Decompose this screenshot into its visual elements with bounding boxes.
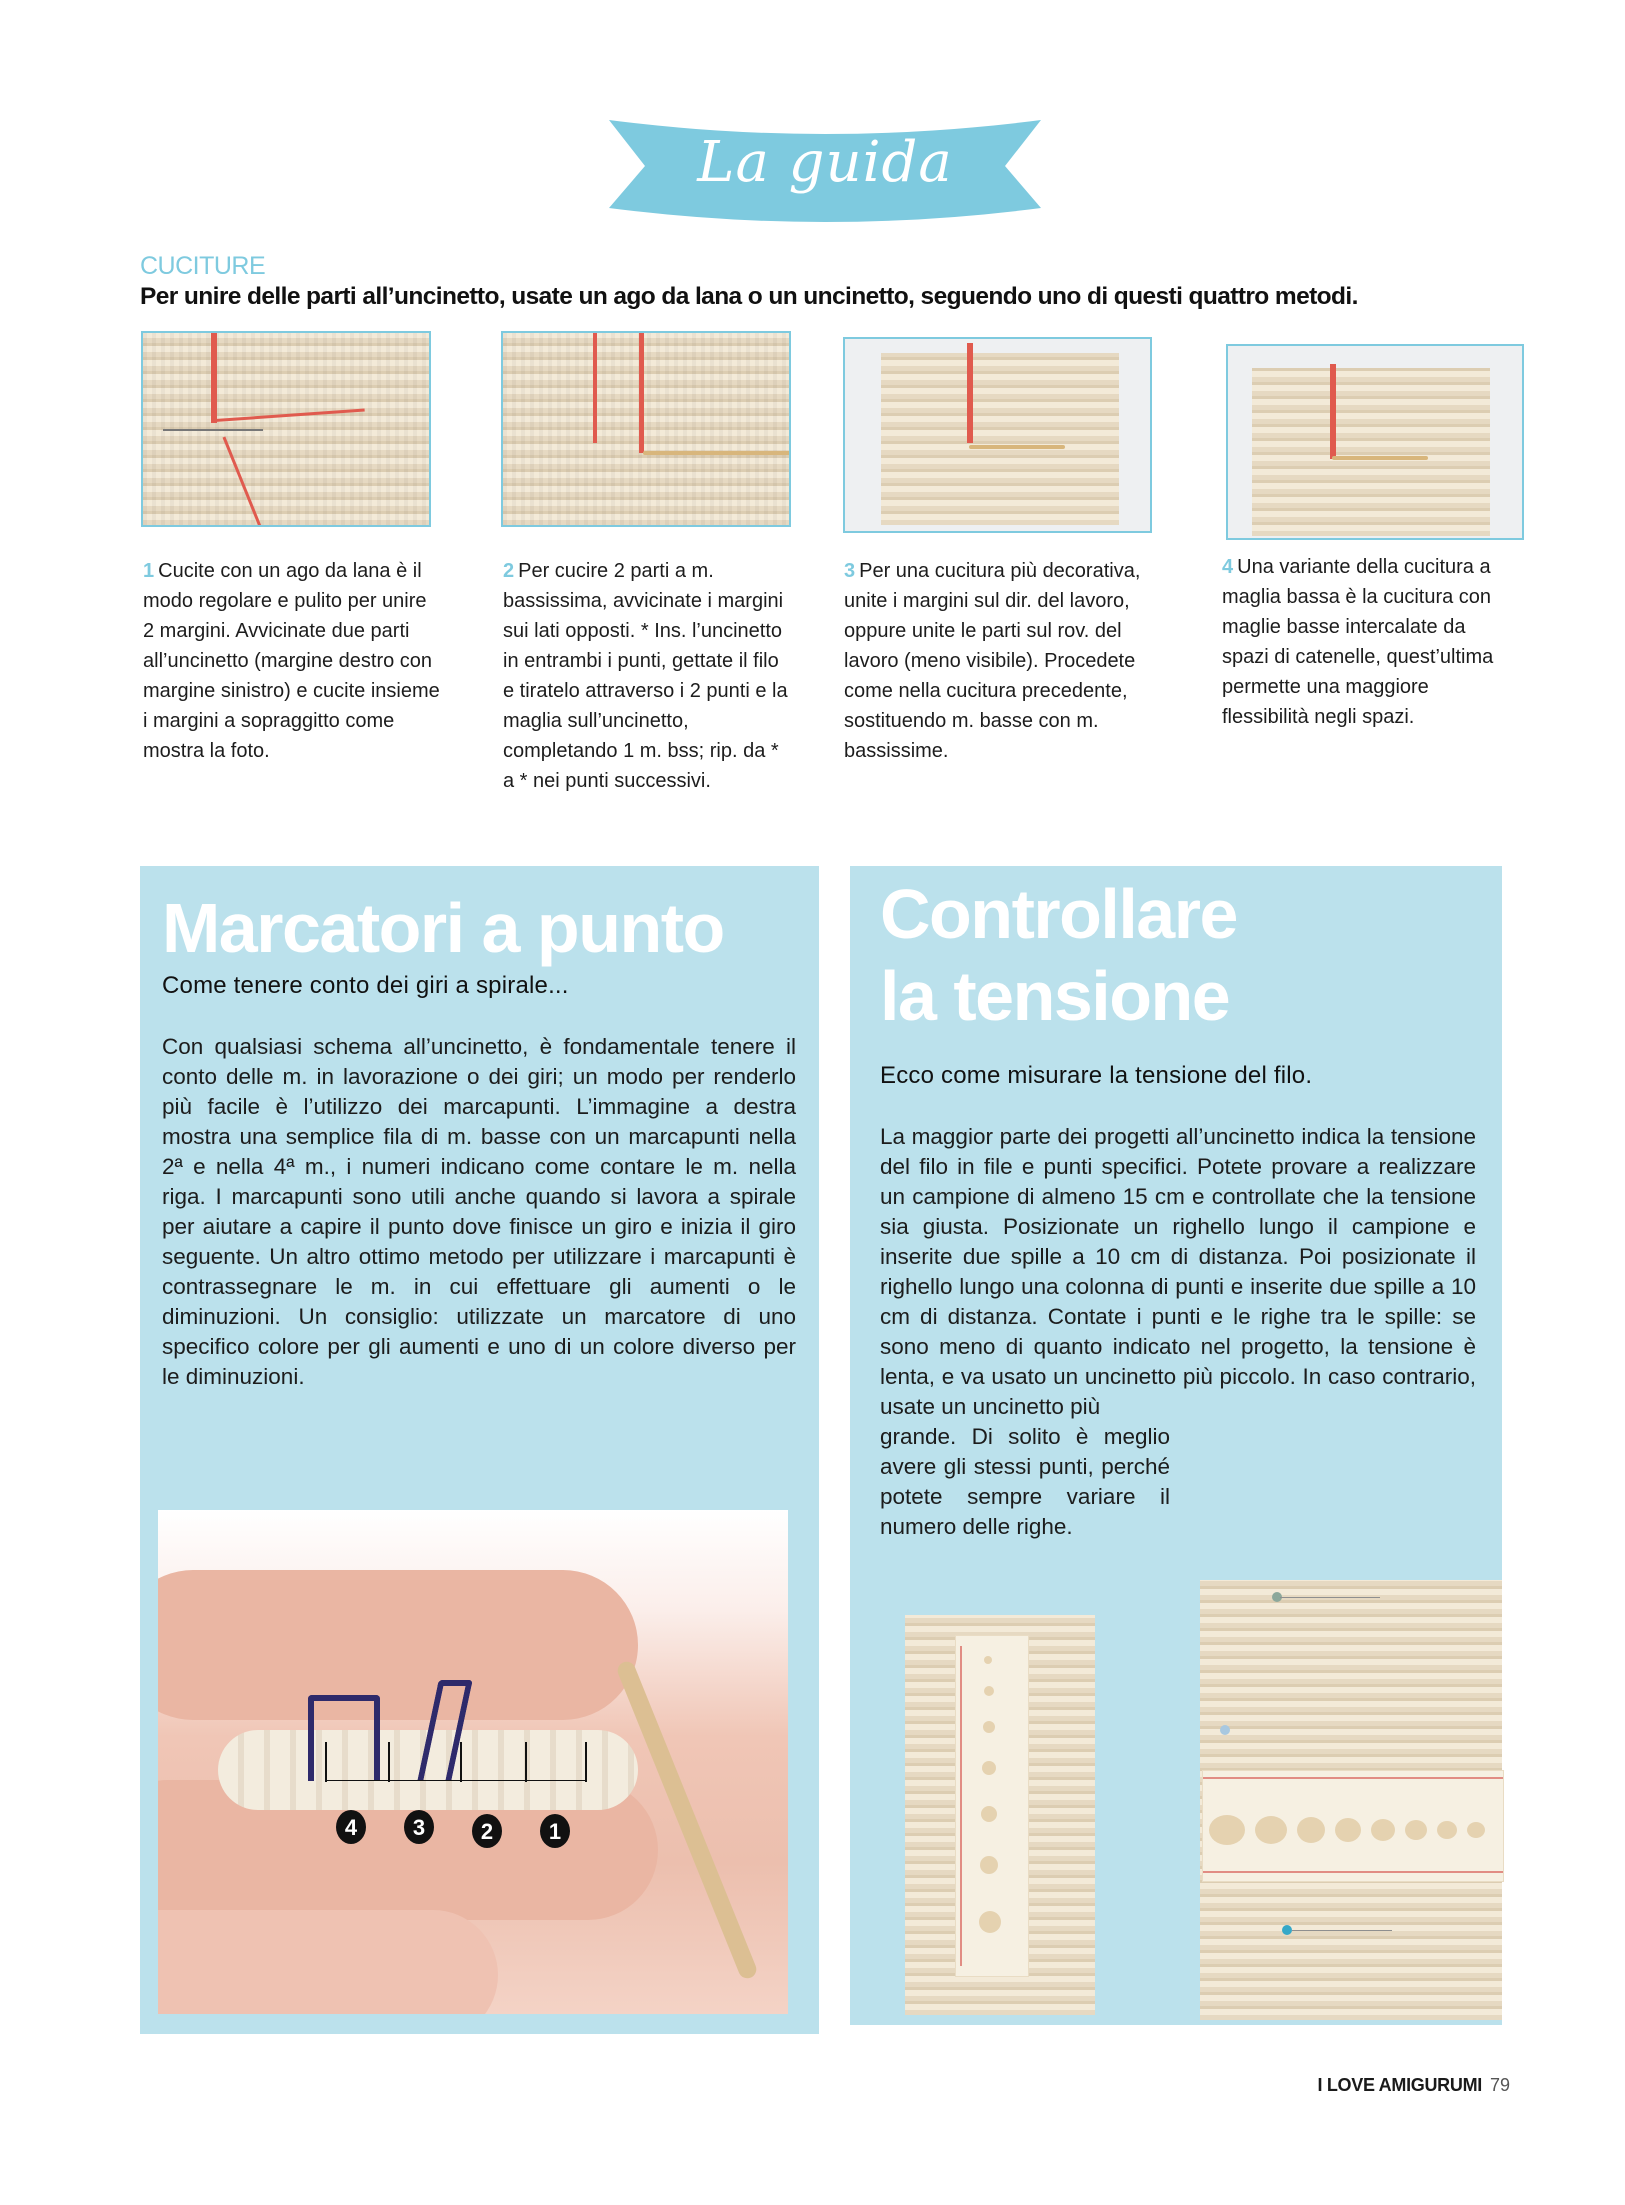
tension-body: La maggior parte dei progetti all’uncinetto indica la tensione del filo in file e punti specifici. Potete provare a realizzare un campione di almeno 15 cm e controllate che la tensione sia giusta. Posizionate un righello lungo il campione e inserite due spille a 10 cm di distanza. Poi posizionate il righello lungo una colonna di punti e inserite due spille a 10 cm di distanza. Contate i punti e le righe tra le spille: se sono meno di quanto indicato nel progetto, la tensione è lenta, e va usato un uncinetto più piccolo. In caso contrario, usate un uncinetto più xyxy=(880,1124,1476,1419)
step-1-text: Cucite con un ago da lana è il modo regolare e pulito per unire 2 margini. Avvicinate due parti all’uncinetto (margine destro con margine sinistro) e cucite insieme i margini a sopraggitto come mostra la foto. xyxy=(143,560,440,762)
tension-body-tail: grande. Di solito è meglio avere gli stessi punti, perché potete sempre variare il numero delle righe. xyxy=(880,1424,1170,1539)
count-badge-1: 1 xyxy=(540,1814,570,1848)
gauge-ruler-vertical-photo xyxy=(905,1615,1095,2015)
knitting-gauge-ruler xyxy=(1202,1770,1504,1882)
step-2-text: Per cucire 2 parti a m. bassissima, avvicinate i margini sui lati opposti. * Ins. l’uncinetto in entrambi i punti, gettate il filo e tiratelo attraverso i 2 punti e la maglia sull’uncinetto, completando 1 m. bss; rip. da * a * nei punti successivi. xyxy=(503,560,788,792)
banner-title: La guida xyxy=(697,130,953,195)
step-2-photo xyxy=(501,331,791,527)
stitch-markers-subtitle: Come tenere conto dei giri a spirale... xyxy=(162,972,569,999)
section-intro: Per unire delle parti all’uncinetto, usate un ago da lana o un uncinetto, seguendo uno di questi quattro metodi. xyxy=(140,283,1358,310)
step-3-text: Per una cucitura più decorativa, unite i margini sul dir. del lavoro, oppure unite le parti sul rov. del lavoro (meno visibile). Procedete come nella cucitura precedente, sostituendo m. basse con m. bassissime. xyxy=(844,560,1141,762)
knitting-gauge-ruler xyxy=(955,1635,1029,1977)
step-3-number: 3 xyxy=(844,560,856,582)
step-4-caption xyxy=(1222,552,1516,732)
step-2-number: 2 xyxy=(503,560,515,582)
count-badge-2: 2 xyxy=(472,1814,502,1848)
count-badge-3: 3 xyxy=(404,1810,434,1844)
gauge-ruler-horizontal-photo xyxy=(1200,1580,1502,2020)
step-3-photo xyxy=(843,337,1152,533)
step-4-number: 4 xyxy=(1222,556,1234,578)
section-label: CUCITURE xyxy=(140,252,266,280)
title-banner xyxy=(605,108,1045,228)
stitch-marker xyxy=(308,1695,380,1781)
step-4-text: Una variante della cucitura a maglia bassa è la cucitura con maglie basse intercalate da spazi di catenelle, quest’ultima permette una maggiore flessibilità negli spazi. xyxy=(1222,556,1494,728)
step-1-photo xyxy=(141,331,431,527)
stitch-markers-body: Con qualsiasi schema all’uncinetto, è fondamentale tenere il conto delle m. in lavorazione o dei giri; un modo per renderlo più facile è l’utilizzo dei marcapunti. L’immagine a destra mostra una semplice fila di m. basse con un marcapunti nella 2ª e nella 4ª m., i numeri indicano come contare le m. nella riga. I marcapunti sono utili anche quando si lavora a spirale per aiutare a capire il punto dove finisce un giro e inizia il giro seguente. Un altro ottimo metodo per utilizzare i marcapunti è contrassegnare le m. in cui effettuare gli aumenti o le diminuzioni. Un consiglio: utilizzate un marcatore di uno specifico colore per gli aumenti e uno di un colore diverso per le diminuzioni. xyxy=(162,1034,796,1389)
tension-title-line-2: la tensione xyxy=(880,957,1230,1035)
tension-title-line-1: Controllare xyxy=(880,875,1237,953)
stitch-markers-photo xyxy=(158,1510,788,2014)
stitch-markers-title: Marcatori a punto xyxy=(162,889,724,967)
step-1-caption xyxy=(143,556,441,766)
step-4-photo xyxy=(1226,344,1524,540)
page-footer xyxy=(1317,2075,1510,2096)
count-badge-4: 4 xyxy=(336,1810,366,1844)
magazine-name: I LOVE AMIGURUMI xyxy=(1317,2075,1482,2095)
step-3-caption xyxy=(844,556,1174,766)
step-1-number: 1 xyxy=(143,560,155,582)
page-number: 79 xyxy=(1489,2075,1510,2095)
tension-subtitle: Ecco come misurare la tensione del filo. xyxy=(880,1062,1313,1089)
step-2-caption xyxy=(503,556,795,796)
